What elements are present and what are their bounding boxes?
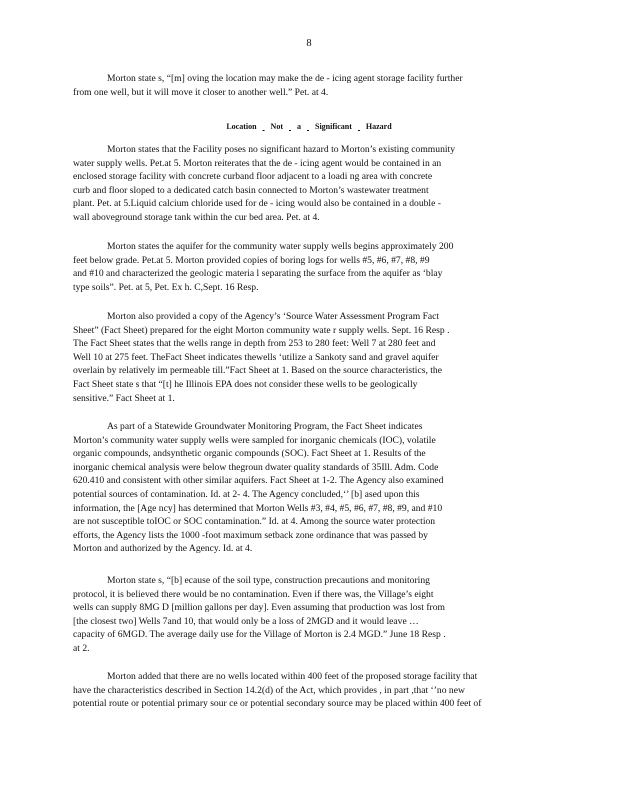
text-line: plant. Pet. at 5.Liquid calcium chloride used for de - icing would also be contained in a double - xyxy=(73,198,441,210)
text-line: protocol, it is believed there would be no contamination. Even if there was, the Village’s eight xyxy=(73,588,434,600)
paragraph xyxy=(73,240,539,294)
text-line: Morton’s community water supply wells were sampled for inorganic chemicals (IOC), volatile xyxy=(73,434,436,446)
paragraph xyxy=(73,143,539,225)
text-line: potential route or potential primary sour ce or potential secondary source may be placed within 400 feet of xyxy=(73,698,482,710)
text-line: Morton state s, “[b] ecause of the soil type, construction precautions and monitoring xyxy=(107,575,430,586)
text-line: wall aboveground storage tank within the cur bed area. Pet. at 4. xyxy=(73,211,320,223)
heading-word: Significant xyxy=(315,122,352,131)
text-line: potential sources of contamination. Id. at 2- 4. The Agency concluded,‘’ [b] ased upon this xyxy=(73,488,420,500)
paragraph xyxy=(73,310,539,405)
text-line: enclosed storage facility with concrete curband floor adjacent to a loadi ng area with concrete xyxy=(73,171,433,183)
text-line: feet below grade. Pet.at 5. Morton provided copies of boring logs for wells #5, #6, #7, #8, #9 xyxy=(73,254,430,266)
heading-word: a xyxy=(297,122,301,131)
text-line: [the closest two] Wells 7and 10, that would only be a loss of 2MGD and it would leave … xyxy=(73,615,419,627)
text-line: Morton states the aquifer for the community water supply wells begins approximately 200 xyxy=(107,241,454,252)
heading-word: Location xyxy=(226,122,257,131)
text-line: sensitive.” Fact Sheet at 1. xyxy=(73,392,175,404)
text-line: capacity of 6MGD. The average daily use for the Village of Morton is 2.4 MGD.” June 18 Resp . xyxy=(73,629,446,641)
text-line: Sheet” (Fact Sheet) prepared for the eight Morton community wate r supply wells. Sept. 16 Resp . xyxy=(73,324,450,336)
text-line: Morton state s, “[m] oving the location may make the de - icing agent storage facility further xyxy=(107,73,463,84)
text-line: organic compounds, andsynthetic organic compounds (SOC). Fact Sheet at 1. Results of the xyxy=(73,448,426,460)
text-line: water supply wells. Pet.at 5. Morton reiterates that the de - icing agent would be contained in an xyxy=(73,157,442,169)
text-line: 620.410 and consistent with other similar aquifers. Fact Sheet at 1-2. The Agency also examined xyxy=(73,475,444,487)
text-line: curb and floor sloped to a dedicated catch basin connected to Morton’s wastewater treatment xyxy=(73,184,429,196)
text-line: Morton also provided a copy of the Agency’s ‘Source Water Assessment Program Fact xyxy=(107,311,440,322)
heading-word: Not xyxy=(270,122,283,131)
text-line: The Fact Sheet states that the wells range in depth from 253 to 280 feet: Well 7 at 280 feet and xyxy=(73,338,436,350)
text-line: inorganic chemical analysis were below thegroun dwater quality standards of 35Ill. Adm. Code xyxy=(73,461,439,473)
paragraph xyxy=(73,420,539,556)
heading-word: Hazard xyxy=(365,122,392,131)
text-line: Morton added that there are no wells located within 400 feet of the proposed storage facility that xyxy=(107,671,478,682)
paragraph xyxy=(73,574,539,656)
section-heading xyxy=(0,120,618,134)
text-line: information, the [Age ncy] has determined that Morton Wells #3, #4, #5, #6, #7, #8, #9, and #10 xyxy=(73,502,443,514)
text-line: from one well, but it will move it closer to another well.” Pet. at 4. xyxy=(73,86,329,98)
text-line: Morton and authorized by the Agency. Id. at 4. xyxy=(73,543,253,555)
page-number: 8 xyxy=(306,38,312,49)
text-line: Well 10 at 275 feet. TheFact Sheet indicates thewells ‘utilize a Sankoty sand and gravel aquifer xyxy=(73,351,439,363)
text-line: type soils”. Pet. at 5, Pet. Ex h. C,Sept. 16 Resp. xyxy=(73,281,259,293)
text-line: Morton states that the Facility poses no significant hazard to Morton’s existing community xyxy=(107,144,455,155)
paragraph xyxy=(73,72,539,99)
text-line: are not susceptible toIOC or SOC contamination.” Id. at 4. Among the source water protection xyxy=(73,516,436,528)
text-line: and #10 and characterized the geologic materia l separating the surface from the aquifer as ‘blay xyxy=(73,268,443,280)
text-line: As part of a Statewide Groundwater Monitoring Program, the Fact Sheet indicates xyxy=(107,421,423,432)
text-line: at 2. xyxy=(73,642,90,654)
text-line: have the characteristics described in Section 14.2(d) of the Act, which provides , in part ,that ‘’no new xyxy=(73,684,465,696)
text-line: efforts, the Agency lists the 1000 -foot maximum setback zone ordinance that was passed by xyxy=(73,529,428,541)
paragraph xyxy=(73,670,539,711)
text-line: wells can supply 8MG D [million gallons per day]. Even assuming that production was lost from xyxy=(73,602,445,614)
text-line: Fact Sheet state s that “[t] he Illinois EPA does not consider these wells to be geologically xyxy=(73,378,418,390)
text-line: overlain by relatively im permeable till.”Fact Sheet at 1. Based on the source characteristics, the xyxy=(73,365,442,377)
